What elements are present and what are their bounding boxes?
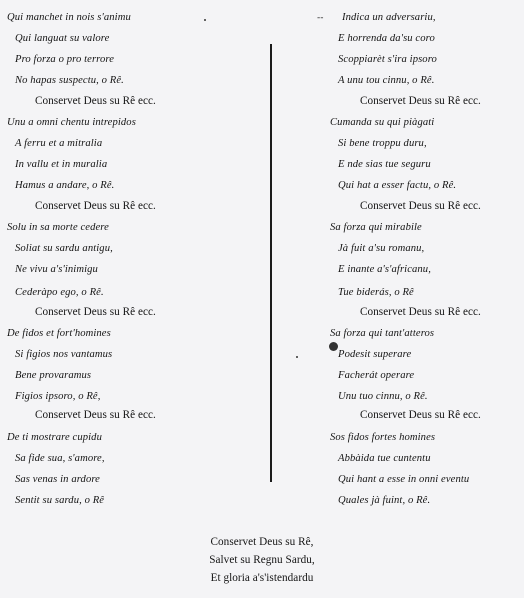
verse-line: Sa forza qui tant'atteros: [330, 328, 435, 339]
verse-line: E inante a's'africanu,: [338, 264, 431, 275]
verse-line: Unu a omni chentu intrepidos: [7, 117, 136, 128]
chorus-line: Conservet Deus su Rê ecc.: [35, 409, 156, 421]
verse-line: Qui hat a esser factu, o Rê.: [338, 180, 457, 191]
chorus-line: Conservet Deus su Rê ecc.: [360, 200, 481, 212]
verse-line: Bene provaramus: [15, 370, 92, 381]
arrow-mark: --: [317, 13, 324, 23]
verse-line: Abbàida tue cuntentu: [338, 453, 431, 464]
verse-line: Unu tuo cinnu, o Rê.: [338, 391, 428, 402]
verse-line: Solu in sa morte cedere: [7, 222, 109, 233]
verse-line: Facherát operare: [338, 370, 415, 381]
verse-line: Ne vivu a's'inimigu: [15, 264, 98, 275]
verse-line: Qui hant a esse in onni eventu: [338, 474, 470, 485]
verse-line: Sa forza qui mirabile: [330, 222, 422, 233]
chorus-line: Conservet Deus su Rê ecc.: [360, 409, 481, 421]
verse-line: Sas venas in ardore: [15, 474, 100, 485]
verse-line: In vallu et in muralia: [15, 159, 108, 170]
verse-line: Figios ipsoro, o Rê,: [15, 391, 101, 402]
verse-line: No hapas suspectu, o Rê.: [15, 75, 124, 86]
verse-line: De ti mostrare cupidu: [7, 432, 102, 443]
refrain-line: Et gloria a's'istendardu: [210, 572, 314, 584]
verse-line: Sa fide sua, s'amore,: [15, 453, 105, 464]
chorus-line: Conservet Deus su Rê ecc.: [360, 306, 481, 318]
chorus-line: Conservet Deus su Rê ecc.: [35, 306, 156, 318]
verse-line: Si figios nos vantamus: [15, 349, 113, 360]
verse-line: Scoppiarèt s'ira ipsoro: [338, 54, 437, 65]
verse-line: Jà fuit a'su romanu,: [338, 243, 425, 254]
verse-line: Sos fidos fortes homines: [330, 432, 436, 443]
verse-line: E horrenda da'su coro: [338, 33, 435, 44]
verse-line: Soliat su sardu antigu,: [15, 243, 113, 254]
final-refrain: [0, 536, 524, 585]
chorus-line: Conservet Deus su Rê ecc.: [360, 95, 481, 107]
column-divider: [270, 44, 272, 482]
verse-line: Sentit su sardu, o Rê: [15, 495, 105, 506]
chorus-line: Conservet Deus su Rê ecc.: [35, 95, 156, 107]
verse-line: Si bene troppu duru,: [338, 138, 427, 149]
verse-line: A ferru et a mitralia: [15, 138, 103, 149]
verse-line: Tue biderás, o Rê: [338, 287, 414, 298]
refrain-line: Conservet Deus su Rê,: [210, 536, 314, 548]
verse-line: Quales jà fuint, o Rê.: [338, 495, 431, 506]
ink-speck: [204, 19, 206, 21]
verse-line: Cumanda su qui piàgati: [330, 117, 435, 128]
chorus-line: Conservet Deus su Rê ecc.: [35, 200, 156, 212]
verse-line: De fidos et fort'homines: [7, 328, 111, 339]
verse-line: Podesit superare: [338, 349, 412, 360]
verse-line: Indica un adversariu,: [342, 12, 436, 23]
ink-blot: [329, 342, 338, 351]
verse-line: Hamus a andare, o Rê.: [15, 180, 115, 191]
ink-speck: [296, 356, 298, 358]
refrain-line: Salvet su Regnu Sardu,: [209, 554, 315, 566]
verse-line: E nde sias tue seguru: [338, 159, 431, 170]
verse-line: Qui languat su valore: [15, 33, 110, 44]
verse-line: A unu tou cinnu, o Rê.: [338, 75, 435, 86]
verse-line: Pro forza o pro terrore: [15, 54, 115, 65]
verse-line: Cederàpo ego, o Rê.: [15, 287, 104, 298]
verse-line: Qui manchet in nois s'animu: [7, 12, 131, 23]
